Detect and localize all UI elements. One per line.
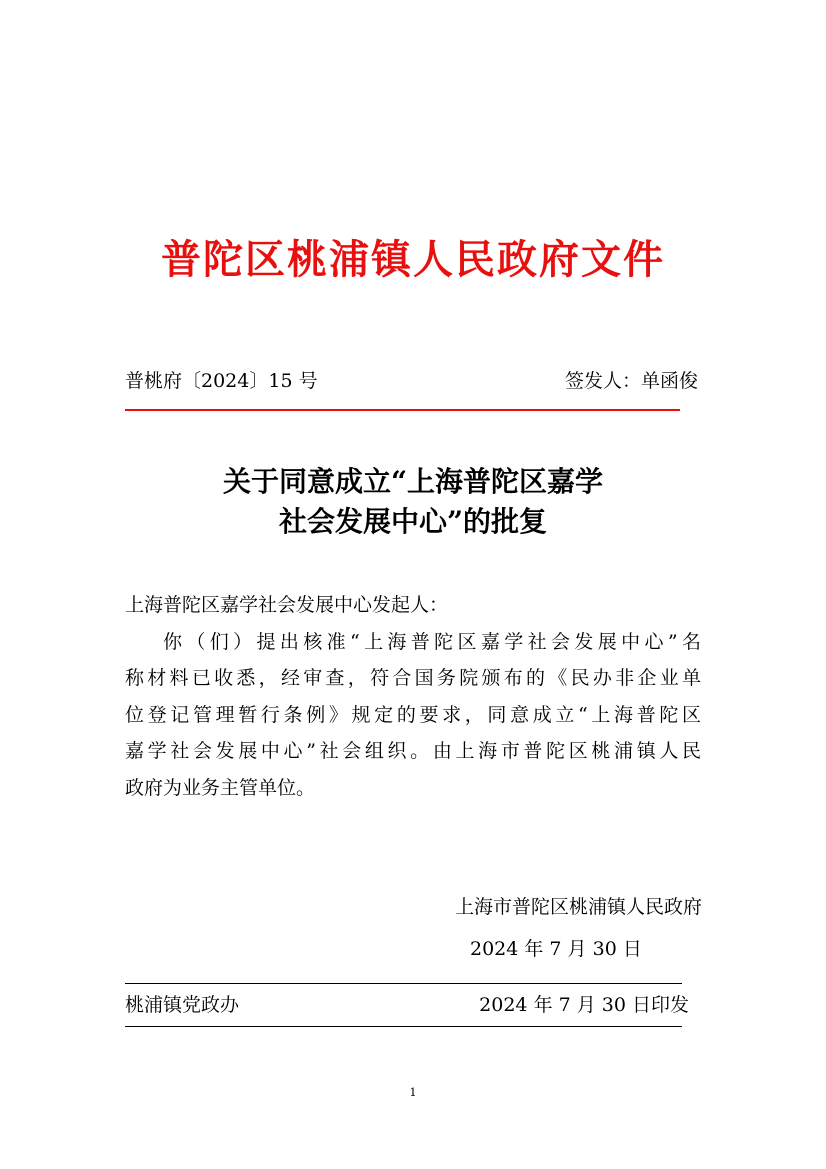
red-separator-line [125,409,680,411]
document-title-line-1: 关于同意成立“上海普陀区嘉学 [222,465,604,498]
body-line: 称材料已收悉，经审查，符合国务院颁布的《民办非企业单 [125,667,701,690]
red-header-title: 普陀区桃浦镇人民政府文件 [161,236,665,283]
signing-date: 2024 年 7 月 30 日 [470,938,642,960]
footer-issue-date: 2024 年 7 月 30 日印发 [479,994,689,1016]
body-line: 你（们）提出核准“上海普陀区嘉学社会发展中心”名 [163,631,701,653]
body-line: 政府为业务主管单位。 [125,776,316,799]
document-title [0,462,826,542]
body-line: 位登记管理暂行条例》规定的要求，同意成立“上海普陀区 [125,703,701,726]
footer-issuer: 桃浦镇党政办 [125,994,240,1016]
document-title-line-2: 社会发展中心”的批复 [278,505,548,538]
body-line: 嘉学社会发展中心”社会组织。由上海市普陀区桃浦镇人民 [125,740,701,763]
footer-top-rule [125,983,682,984]
body-paragraph [125,624,701,806]
document-number: 普桃府〔2024〕15 号 [125,370,318,392]
addressee: 上海普陀区嘉学社会发展中心发起人： [125,594,449,616]
page-number: 1 [409,1086,417,1099]
signing-organization: 上海市普陀区桃浦镇人民政府 [454,896,702,918]
document-meta-row [125,366,698,396]
signer-label: 签发人：单函俊 [564,370,698,392]
footer-bottom-rule [125,1026,682,1027]
